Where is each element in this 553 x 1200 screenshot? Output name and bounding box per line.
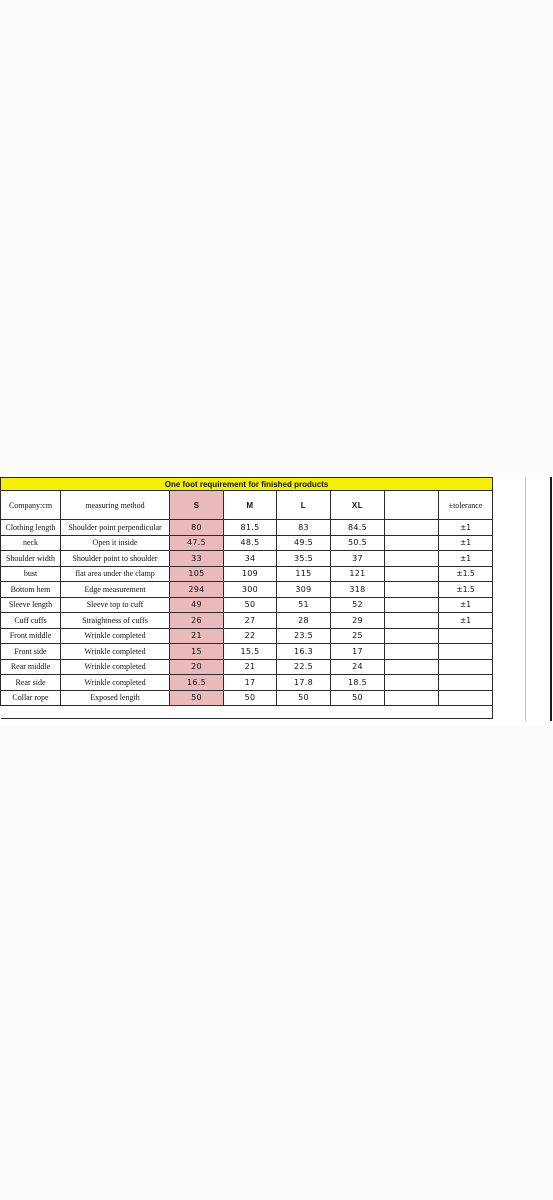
- header-method: measuring method: [61, 491, 170, 520]
- row-method: Shoulder point perpendicular: [61, 520, 170, 536]
- cell-blank: [385, 644, 439, 660]
- size-chart-sheet: [0, 473, 553, 725]
- cell-size-m: 48.5: [224, 535, 277, 551]
- cell-size-s: 15: [170, 644, 224, 660]
- table-row: [1, 644, 493, 660]
- cell-size-xl: 24: [331, 659, 385, 675]
- cell-size-s: 26: [170, 613, 224, 629]
- cell-tolerance: [439, 628, 493, 644]
- header-size-xl: XL: [331, 491, 385, 520]
- row-method: Wrinkle completed: [61, 659, 170, 675]
- cell-tolerance: ±1: [439, 551, 493, 567]
- cell-size-xl: 50: [331, 690, 385, 706]
- header-size-l: L: [277, 491, 331, 520]
- cell-size-s: 80: [170, 520, 224, 536]
- cell-blank: [385, 675, 439, 691]
- table-row: [1, 535, 493, 551]
- cell-tolerance: [439, 675, 493, 691]
- cell-size-l: 83: [277, 520, 331, 536]
- row-label: Collar rope: [1, 690, 61, 706]
- row-method: Wrinkle completed: [61, 675, 170, 691]
- cell-size-l: 23.5: [277, 628, 331, 644]
- cell-size-m: 21: [224, 659, 277, 675]
- cell-blank: [385, 690, 439, 706]
- cell-size-s: 294: [170, 582, 224, 598]
- row-method: flat area under the clamp: [61, 566, 170, 582]
- cell-size-s: 33: [170, 551, 224, 567]
- cell-size-l: 16.3: [277, 644, 331, 660]
- cell-size-m: 34: [224, 551, 277, 567]
- cell-size-l: 49.5: [277, 535, 331, 551]
- cell-tolerance: ±1: [439, 535, 493, 551]
- row-label: Rear middle: [1, 659, 61, 675]
- cell-tolerance: ±1: [439, 613, 493, 629]
- cell-size-l: 115: [277, 566, 331, 582]
- header-size-m: M: [224, 491, 277, 520]
- cell-size-l: 309: [277, 582, 331, 598]
- header-row: [1, 491, 493, 520]
- cell-blank: [385, 520, 439, 536]
- row-label: Cuff cuffs: [1, 613, 61, 629]
- cell-blank: [385, 535, 439, 551]
- table-row: [1, 613, 493, 629]
- cell-size-xl: 84.5: [331, 520, 385, 536]
- row-label: Front side: [1, 644, 61, 660]
- right-divider-dark: [550, 477, 552, 721]
- table-row: [1, 597, 493, 613]
- row-method: Straightness of cuffs: [61, 613, 170, 629]
- cell-size-m: 22: [224, 628, 277, 644]
- cell-size-l: 51: [277, 597, 331, 613]
- row-method: Edge measurement: [61, 582, 170, 598]
- cell-size-s: 47.5: [170, 535, 224, 551]
- cell-tolerance: ±1.5: [439, 582, 493, 598]
- table-row: [1, 566, 493, 582]
- cell-tolerance: [439, 690, 493, 706]
- cell-size-xl: 18.5: [331, 675, 385, 691]
- header-company: Company:cm: [1, 491, 61, 520]
- cell-size-l: 17.8: [277, 675, 331, 691]
- cell-size-s: 49: [170, 597, 224, 613]
- cell-size-m: 27: [224, 613, 277, 629]
- cell-blank: [385, 659, 439, 675]
- cell-blank: [385, 628, 439, 644]
- row-method: Exposed length: [61, 690, 170, 706]
- cell-size-l: 22.5: [277, 659, 331, 675]
- cell-size-s: 21: [170, 628, 224, 644]
- row-method: Shoulder point to shoulder: [61, 551, 170, 567]
- row-label: Front middle: [1, 628, 61, 644]
- cell-size-xl: 52: [331, 597, 385, 613]
- cell-size-xl: 318: [331, 582, 385, 598]
- cell-size-m: 300: [224, 582, 277, 598]
- cell-size-xl: 25: [331, 628, 385, 644]
- row-label: Rear side: [1, 675, 61, 691]
- table-row: [1, 675, 493, 691]
- row-label: Bottom hem: [1, 582, 61, 598]
- cell-size-xl: 50.5: [331, 535, 385, 551]
- cell-size-l: 35.5: [277, 551, 331, 567]
- cell-size-s: 50: [170, 690, 224, 706]
- table-row: [1, 659, 493, 675]
- table-row: [1, 520, 493, 536]
- cell-tolerance: ±1.5: [439, 566, 493, 582]
- cell-size-xl: 121: [331, 566, 385, 582]
- row-method: Wrinkle completed: [61, 644, 170, 660]
- cell-blank: [385, 566, 439, 582]
- row-label: bust: [1, 566, 61, 582]
- size-chart-table: [0, 477, 493, 719]
- cell-size-xl: 29: [331, 613, 385, 629]
- cell-size-l: 50: [277, 690, 331, 706]
- row-label: neck: [1, 535, 61, 551]
- cell-size-xl: 17: [331, 644, 385, 660]
- cell-size-s: 105: [170, 566, 224, 582]
- cell-size-s: 20: [170, 659, 224, 675]
- cell-size-m: 50: [224, 597, 277, 613]
- cell-tolerance: [439, 644, 493, 660]
- table-row-empty: [1, 706, 493, 719]
- cell-size-m: 109: [224, 566, 277, 582]
- cell-tolerance: ±1: [439, 520, 493, 536]
- header-size-s: S: [170, 491, 224, 520]
- header-tolerance: ±tolerance: [439, 491, 493, 520]
- row-label: Clothing length: [1, 520, 61, 536]
- table-row: [1, 628, 493, 644]
- cell-size-xl: 37: [331, 551, 385, 567]
- cell-blank: [385, 551, 439, 567]
- cell-blank: [385, 597, 439, 613]
- cell-size-m: 81.5: [224, 520, 277, 536]
- table-row: [1, 690, 493, 706]
- header-blank: [385, 491, 439, 520]
- cell-blank: [385, 582, 439, 598]
- cell-size-m: 15.5: [224, 644, 277, 660]
- cell-size-m: 17: [224, 675, 277, 691]
- table-title: One foot requirement for finished products: [1, 478, 493, 491]
- row-label: Sleeve length: [1, 597, 61, 613]
- cell-size-m: 50: [224, 690, 277, 706]
- row-method: Sleeve top to cuff: [61, 597, 170, 613]
- cell-blank: [385, 613, 439, 629]
- table-row: [1, 582, 493, 598]
- cell-size-l: 28: [277, 613, 331, 629]
- cell-size-s: 16.5: [170, 675, 224, 691]
- row-label: Shoulder width: [1, 551, 61, 567]
- row-method: Wrinkle completed: [61, 628, 170, 644]
- cell-tolerance: ±1: [439, 597, 493, 613]
- cell-tolerance: [439, 659, 493, 675]
- right-divider-light: [525, 477, 526, 721]
- row-method: Open it inside: [61, 535, 170, 551]
- table-row: [1, 551, 493, 567]
- table-footer-space: [1, 706, 493, 719]
- title-row: [1, 478, 493, 491]
